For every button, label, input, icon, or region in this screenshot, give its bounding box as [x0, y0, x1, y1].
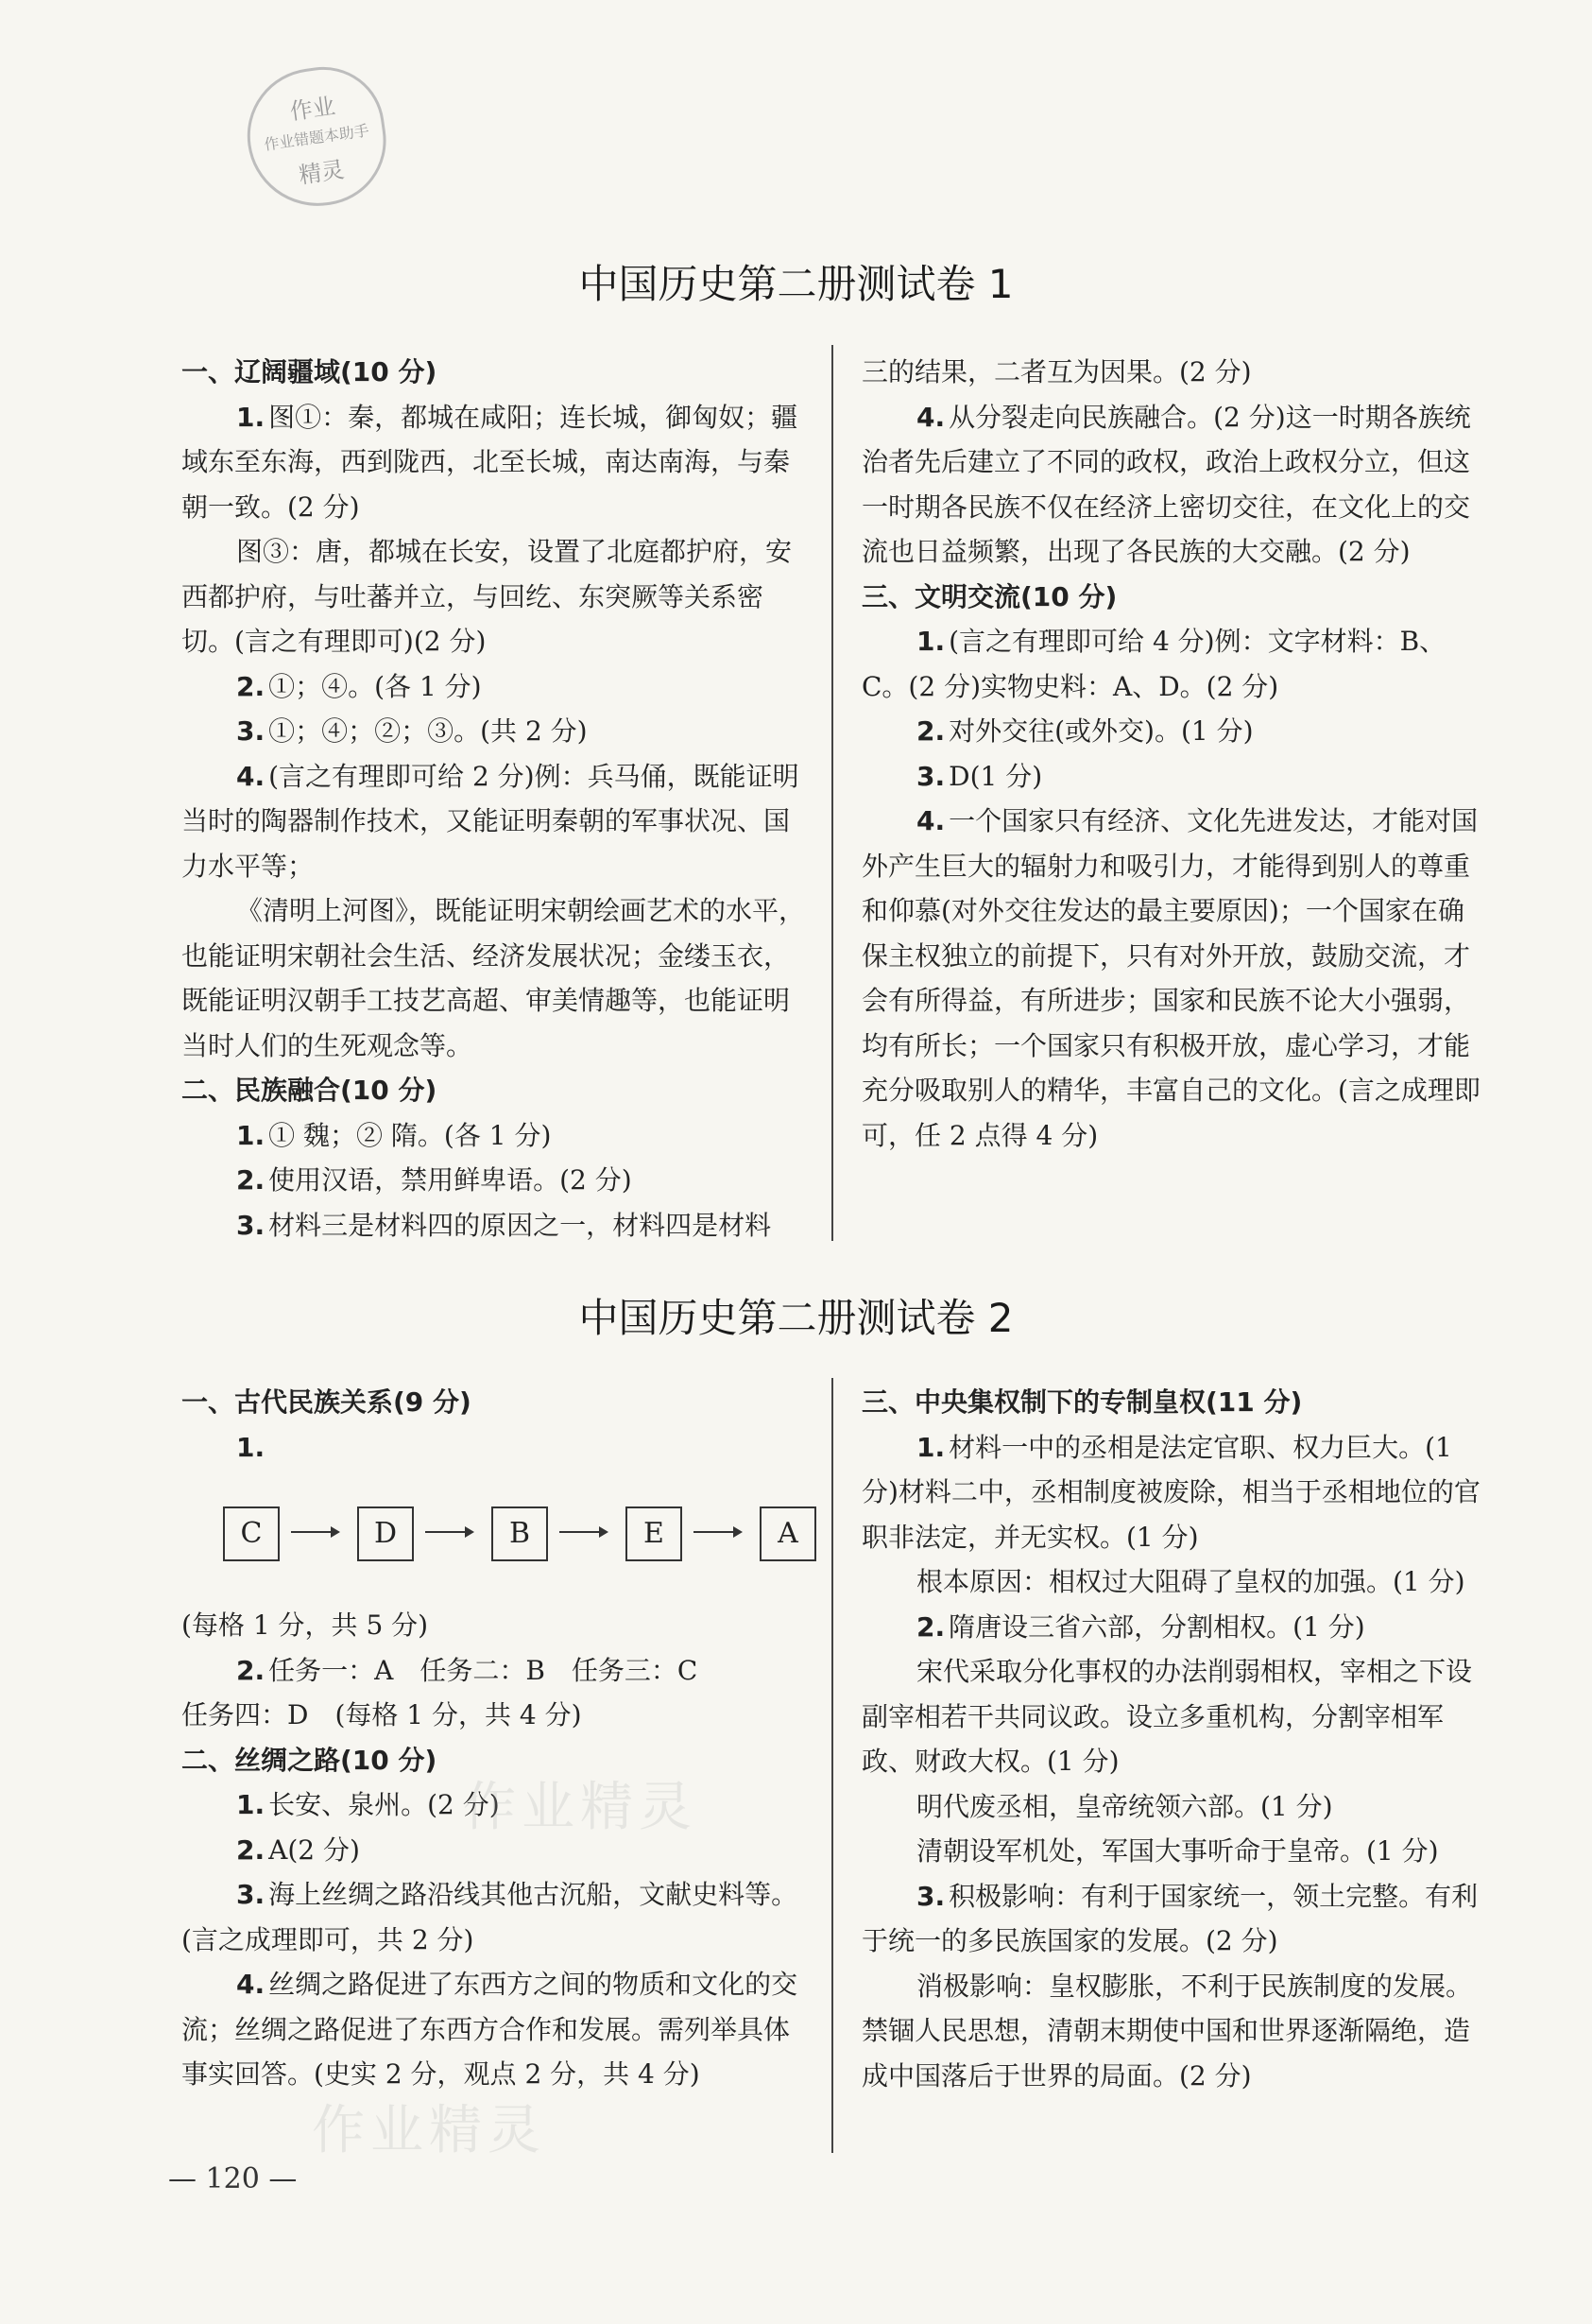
answer-text: 从分裂走向民族融合。(2 分)这一时期各族统治者先后建立了不同的政权，政治上政权分立，但这一时期各民族不仅在经济上密切交往，在文化上的交流也日益频繁，出现了各民族的大交融。(2 分) — [862, 401, 1471, 567]
answer-item — [862, 1425, 1485, 1560]
test2-left-column — [181, 1603, 805, 2097]
flow-arrow — [425, 1531, 472, 1533]
answer-item — [862, 799, 1485, 1158]
question-number: 3. — [236, 1209, 265, 1241]
question-number: 3. — [916, 760, 946, 792]
question-number: 1. — [916, 1431, 946, 1463]
answer-paragraph: 明代废丞相，皇帝统领六部。(1 分) — [916, 1790, 1333, 1822]
test1-left-column — [181, 350, 805, 1248]
watermark-text: 作业精灵 — [463, 1777, 697, 1838]
section-heading: 三、中央集权制下的专制皇权(11 分) — [862, 1386, 1303, 1418]
flow-box: B — [491, 1506, 548, 1561]
column-divider — [831, 345, 833, 1241]
question-number: 1. — [236, 401, 265, 433]
answer-continuation: (每格 1 分，共 5 分) — [181, 1610, 429, 1641]
flow-box: A — [760, 1506, 816, 1561]
question-number: 4. — [916, 401, 946, 433]
answer-text: (言之有理即可给 4 分)例：文字材料：B、C。(2 分)实物史料：A、D。(2 分) — [862, 626, 1446, 702]
answer-paragraph: 图③：唐，都城在长安，设置了北庭都护府，安西都护府，与吐蕃并立，与回纥、东突厥等关系密切。(言之有理即可)(2 分) — [181, 536, 793, 657]
answer-text: 丝绸之路促进了东西方之间的物质和文化的交流；丝绸之路促进了东西方合作和发展。需列举具体事实回答。(史实 2 分，观点 2 分，共 4 分) — [181, 1969, 798, 2090]
question-number: 3. — [916, 1880, 946, 1912]
question-number: 1. — [916, 626, 946, 657]
answer-item — [181, 1425, 805, 1471]
answer-text: (言之有理即可给 2 分)例：兵马俑，既能证明当时的陶器制作技术，又能证明秦朝的军事状况、国力水平等； — [181, 760, 799, 882]
question-number: 4. — [916, 805, 946, 836]
answer-item — [862, 395, 1485, 575]
stamp-text-middle: 作业错题本助手 — [263, 121, 370, 154]
answer-text: D(1 分) — [949, 760, 1043, 792]
test1-title: 中国历史第二册测试卷 1 — [578, 261, 1014, 307]
section-heading: 二、丝绸之路(10 分) — [181, 1744, 437, 1776]
stamp-text-bottom: 精灵 — [297, 156, 347, 189]
answer-item — [181, 1962, 805, 2097]
answer-paragraph: 《清明上河图》，既能证明宋朝绘画艺术的水平，也能证明宋朝社会生活、经济发展状况；金缕玉衣，既能证明汉朝手工技艺高超、审美情趣等，也能证明当时人们的生死观念等。 — [181, 895, 806, 1061]
answer-paragraph: 宋代采取分化事权的办法削弱相权，宰相之下设副宰相若干共同议政。设立多重机构，分割宰相军政、财政大权。(1 分) — [862, 1656, 1473, 1777]
answer-text: 使用汉语，禁用鲜卑语。(2 分) — [268, 1164, 632, 1196]
answer-paragraph: 根本原因：相权过大阻碍了皇权的加强。(1 分) — [916, 1566, 1465, 1597]
answer-item — [862, 754, 1485, 800]
answer-item — [181, 1158, 805, 1203]
question-number: 3. — [236, 1879, 265, 1910]
question-number: 4. — [236, 760, 265, 792]
answer-text: 隋唐设三省六部，分割相权。(1 分) — [949, 1610, 1365, 1643]
section-heading: 三、文明交流(10 分) — [862, 580, 1118, 612]
flow-arrow — [559, 1531, 607, 1533]
section-heading: 一、古代民族关系(9 分) — [181, 1386, 471, 1418]
question-number: 2. — [236, 1833, 265, 1866]
question-number: 1. — [236, 1431, 265, 1463]
question-number: 2. — [236, 1164, 265, 1196]
test1-right-column — [862, 350, 1485, 1158]
watermark-text: 作业精灵 — [312, 2100, 546, 2161]
question-number: 1. — [236, 1789, 265, 1820]
page-number: — 120 — — [168, 2162, 298, 2195]
section-heading: 二、民族融合(10 分) — [181, 1075, 437, 1106]
flow-box: C — [223, 1506, 280, 1561]
column-divider — [831, 1378, 833, 2153]
answer-text: 一个国家只有经济、文化先进发达，才能对国外产生巨大的辐射力和吸引力，才能得到别人的尊重和仰慕(对外交往发达的最主要原因)；一个国家在确保主权独立的前提下，只有对外开放，鼓励交流，才会有所得益，有所进步；国家和民族不论大小强弱，均有所长；一个国家只有积极开放，虚心学习，才能充分吸取别人的精华，丰富自己的文化。(言之成理即可，任 2 点得 4 分) — [862, 805, 1481, 1151]
answer-text: 图①：秦，都城在咸阳；连长城，御匈奴；疆域东至东海，西到陇西，北至长城，南达南海，与秦朝一致。(2 分) — [181, 401, 798, 523]
question-number: 1. — [236, 1119, 265, 1151]
answer-paragraph: 消极影响：皇权膨胀，不利于民族制度的发展。禁锢人民思想，清朝末期使中国和世界逐渐隔绝，造成中国落后于世界的局面。(2 分) — [862, 1970, 1473, 2092]
question-number: 2. — [916, 715, 946, 747]
answer-item — [181, 1203, 805, 1248]
answer-paragraph: 清朝设军机处，军国大事听命于皇帝。(1 分) — [916, 1835, 1439, 1867]
test2-title: 中国历史第二册测试卷 2 — [578, 1295, 1014, 1341]
answer-text: 长安、泉州。(2 分) — [268, 1789, 500, 1820]
answer-item — [181, 1872, 805, 1962]
question-number: 3. — [236, 715, 265, 747]
answer-text: 海上丝绸之路沿线其他古沉船，文献史料等。(言之成理即可，共 2 分) — [181, 1879, 798, 1955]
answer-text: ①；④。(各 1 分) — [268, 670, 482, 702]
answer-item — [862, 709, 1485, 754]
answer-text: 任务一：A 任务二：B 任务三：C — [268, 1654, 698, 1686]
answer-item — [181, 1113, 805, 1159]
answer-item — [181, 395, 805, 530]
answer-item — [181, 664, 805, 710]
answer-item — [181, 1648, 805, 1694]
answer-item — [862, 619, 1485, 709]
flow-box: D — [357, 1506, 414, 1561]
answer-text: ① 魏；② 隋。(各 1 分) — [268, 1119, 552, 1151]
answer-text: 材料一中的丞相是法定官职、权力巨大。(1 分)材料二中，丞相制度被废除，相当于丞相地位的官职非法定，并无实权。(1 分) — [862, 1431, 1481, 1553]
question-number: 2. — [236, 1654, 265, 1686]
answer-item — [862, 1874, 1485, 1964]
answer-continuation: 三的结果，二者互为因果。(2 分) — [862, 356, 1252, 387]
stamp-text-top: 作业 — [288, 93, 337, 126]
answer-item — [181, 709, 805, 754]
flow-arrow — [693, 1531, 741, 1533]
answer-text: 对外交往(或外交)。(1 分) — [949, 715, 1254, 747]
answer-text: 积极影响：有利于国家统一，领土完整。有利于统一的多民族国家的发展。(2 分) — [862, 1880, 1479, 1956]
test2-right-column — [862, 1380, 1485, 2098]
homework-stamp-logo — [239, 60, 395, 215]
section-heading: 一、辽阔疆域(10 分) — [181, 356, 437, 387]
test2-left-heading — [181, 1380, 805, 1470]
answer-continuation: 任务四：D (每格 1 分，共 4 分) — [181, 1699, 582, 1730]
question-number: 4. — [236, 1969, 265, 2000]
answer-item — [862, 1605, 1485, 1650]
sequence-flow-diagram — [223, 1506, 818, 1561]
flow-arrow — [291, 1531, 338, 1533]
answer-text: 材料三是材料四的原因之一，材料四是材料 — [268, 1209, 772, 1241]
answer-text: ①；④；②；③。(共 2 分) — [268, 715, 588, 747]
answer-text: A(2 分) — [268, 1833, 360, 1866]
question-number: 2. — [236, 670, 265, 702]
question-number: 2. — [916, 1610, 946, 1643]
answer-item — [181, 754, 805, 889]
flow-box: E — [625, 1506, 682, 1561]
